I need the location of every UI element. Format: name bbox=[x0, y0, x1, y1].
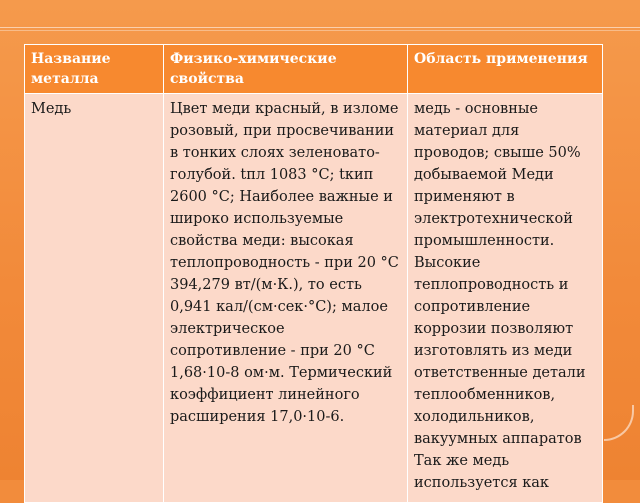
cell-application: медь - основные материал для проводов; свыше 50% добываемой Меди применяют в электротехнической промышленности. Высокие теплопроводность и сопротивление коррозии позволяют изготовлять из меди ответственные детали теплообменников, холодильников, вакуумных аппаратов Так же медь используется как bbox=[408, 94, 603, 503]
table-row bbox=[25, 94, 603, 503]
decorative-arc bbox=[604, 405, 634, 441]
top-rule bbox=[0, 27, 640, 28]
table-header-row bbox=[25, 45, 603, 94]
cell-properties: Цвет меди красный, в изломе розовый, при просвечивании в тонких слоях зеленовато-голубой. tпл 1083 °С; tкип 2600 °С; Наиболее важные и широко используемые свойства меди: высокая теплопроводность - при 20 °C 394,279 вт/(м·К.), то есть 0,941 кал/(см·сек·°С); малое электрическое сопротивление - при 20 °C 1,68·10-8 ом·м. Термический коэффициент линейного расширения 17,0·10-6. bbox=[164, 94, 408, 503]
top-rule-secondary bbox=[0, 30, 640, 31]
cell-metal-name: Медь bbox=[25, 94, 164, 503]
header-metal-name: Название металла bbox=[25, 45, 164, 94]
metal-properties-table bbox=[24, 44, 603, 503]
header-properties: Физико-химические свойства bbox=[164, 45, 408, 94]
header-application: Область применения bbox=[408, 45, 603, 94]
